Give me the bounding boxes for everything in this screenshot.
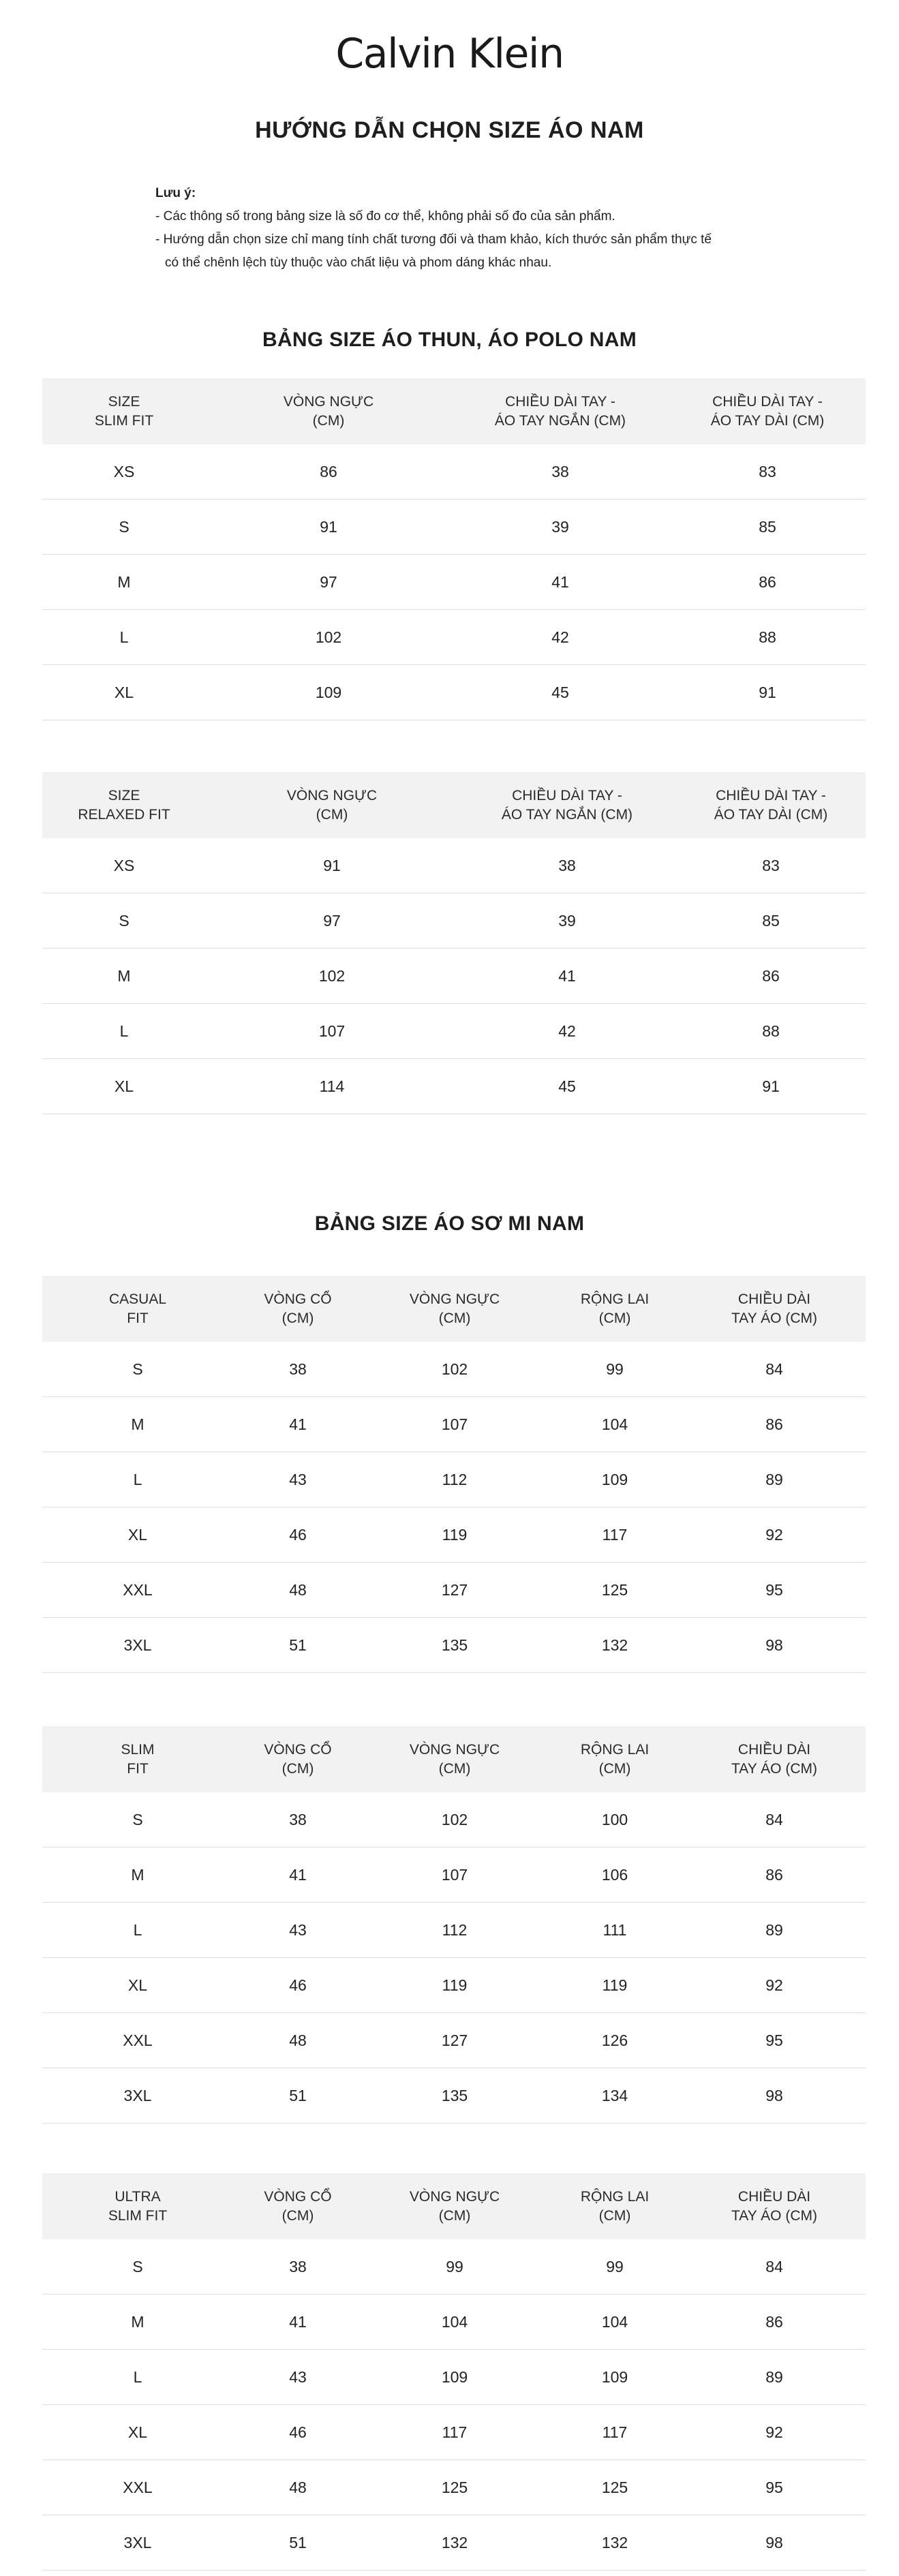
brand-logo[interactable]: Calvin Klein <box>335 30 564 78</box>
measurement-cell: 43 <box>233 1903 363 1958</box>
measurement-cell: 83 <box>676 838 866 893</box>
table-row <box>42 2405 866 2460</box>
section-title-shirt: BẢNG SIZE ÁO SƠ MI NAM <box>314 1212 585 1235</box>
measurement-cell: 126 <box>547 2013 683 2068</box>
table-row <box>42 2515 866 2571</box>
column-header: VÒNG NGỰC (CM) <box>286 787 378 823</box>
size-label-cell: XL <box>42 665 206 720</box>
table-row <box>42 610 866 665</box>
measurement-cell: 41 <box>233 1847 363 1903</box>
measurement-cell: 41 <box>451 555 669 610</box>
table-row <box>42 2350 866 2405</box>
measurement-cell: 102 <box>363 1342 547 1397</box>
measurement-cell: 99 <box>547 2239 683 2295</box>
measurement-cell: 48 <box>233 1563 363 1618</box>
measurement-cell: 42 <box>451 610 669 665</box>
size-label-cell: 3XL <box>42 2515 233 2571</box>
table-row <box>42 2295 866 2350</box>
measurement-cell: 41 <box>458 949 676 1004</box>
measurement-cell: 48 <box>233 2013 363 2068</box>
measurement-cell: 98 <box>683 2515 866 2571</box>
measurement-cell: 97 <box>206 893 458 949</box>
table-row <box>42 2460 866 2515</box>
measurement-cell: 38 <box>451 444 669 500</box>
column-header: VÒNG NGỰC (CM) <box>409 1741 500 1777</box>
measurement-cell: 104 <box>547 2295 683 2350</box>
size-label-cell: M <box>42 1847 233 1903</box>
table-row <box>42 1507 866 1563</box>
measurement-cell: 45 <box>458 1059 676 1114</box>
column-header: CHIỀU DÀI TAY ÁO (CM) <box>731 2188 817 2224</box>
table-row <box>42 1792 866 1847</box>
measurement-cell: 135 <box>363 1618 547 1673</box>
size-label-cell: XL <box>42 1958 233 2013</box>
measurement-cell: 92 <box>683 2405 866 2460</box>
measurement-cell: 125 <box>547 1563 683 1618</box>
table-header-row <box>42 772 866 838</box>
section-title-tshirt: BẢNG SIZE ÁO THUN, ÁO POLO NAM <box>262 328 637 351</box>
measurement-cell: 98 <box>683 1618 866 1673</box>
measurement-cell: 117 <box>547 1507 683 1563</box>
measurement-cell: 117 <box>363 2405 547 2460</box>
table-row <box>42 1342 866 1397</box>
measurement-cell: 109 <box>206 665 451 720</box>
column-header: RỘNG LAI (CM) <box>580 2188 650 2224</box>
size-label-cell: S <box>42 1792 233 1847</box>
measurement-cell: 85 <box>676 893 866 949</box>
size-label-cell: S <box>42 500 206 555</box>
measurement-cell: 107 <box>363 1847 547 1903</box>
table-row <box>42 1059 866 1114</box>
measurement-cell: 45 <box>451 665 669 720</box>
size-label-cell: M <box>42 1397 233 1452</box>
measurement-cell: 89 <box>683 1452 866 1507</box>
measurement-cell: 119 <box>363 1958 547 2013</box>
column-header: CHIỀU DÀI TAY ÁO (CM) <box>731 1291 817 1326</box>
table-row <box>42 555 866 610</box>
measurement-cell: 109 <box>363 2350 547 2405</box>
table-row <box>42 1903 866 1958</box>
measurement-cell: 88 <box>676 1004 866 1059</box>
measurement-cell: 38 <box>458 838 676 893</box>
column-header: CHIỀU DÀI TAY - ÁO TAY DÀI (CM) <box>714 787 828 823</box>
measurement-cell: 114 <box>206 1059 458 1114</box>
size-label-cell: L <box>42 610 206 665</box>
measurement-cell: 97 <box>206 555 451 610</box>
table-row <box>42 2013 866 2068</box>
column-header: VÒNG NGỰC (CM) <box>409 1291 500 1326</box>
notes-line: - Các thông số trong bảng size là số đo cơ thể, không phải số đo của sản phẩm. <box>155 209 615 224</box>
measurement-cell: 39 <box>451 500 669 555</box>
measurement-cell: 104 <box>363 2295 547 2350</box>
table-row <box>42 500 866 555</box>
column-header: CHIỀU DÀI TAY - ÁO TAY NGẮN (CM) <box>494 393 626 429</box>
size-table-shirt-casual <box>42 1276 866 1673</box>
measurement-cell: 48 <box>233 2460 363 2515</box>
notes-title: Lưu ý: <box>155 186 196 200</box>
size-label-cell: M <box>42 949 206 1004</box>
measurement-cell: 86 <box>683 1847 866 1903</box>
table-row <box>42 1618 866 1673</box>
measurement-cell: 98 <box>683 2068 866 2123</box>
measurement-cell: 83 <box>669 444 866 500</box>
measurement-cell: 51 <box>233 1618 363 1673</box>
size-label-cell: L <box>42 2350 233 2405</box>
measurement-cell: 119 <box>547 1958 683 2013</box>
measurement-cell: 102 <box>206 949 458 1004</box>
size-label-cell: XS <box>42 444 206 500</box>
measurement-cell: 86 <box>206 444 451 500</box>
measurement-cell: 41 <box>233 2295 363 2350</box>
measurement-cell: 91 <box>206 500 451 555</box>
table-row <box>42 2239 866 2295</box>
measurement-cell: 46 <box>233 1958 363 2013</box>
table-header-row <box>42 2173 866 2239</box>
measurement-cell: 43 <box>233 2350 363 2405</box>
measurement-cell: 100 <box>547 1792 683 1847</box>
measurement-cell: 91 <box>676 1059 866 1114</box>
measurement-cell: 109 <box>547 1452 683 1507</box>
measurement-cell: 41 <box>233 1397 363 1452</box>
size-table-shirt-ultra-slim <box>42 2173 866 2571</box>
measurement-cell: 117 <box>547 2405 683 2460</box>
size-label-cell: L <box>42 1452 233 1507</box>
notes-block <box>155 182 810 275</box>
column-header: RỘNG LAI (CM) <box>580 1291 650 1326</box>
column-header: CHIỀU DÀI TAY - ÁO TAY DÀI (CM) <box>710 393 825 429</box>
measurement-cell: 86 <box>683 2295 866 2350</box>
measurement-cell: 95 <box>683 1563 866 1618</box>
size-label-cell: M <box>42 2295 233 2350</box>
table-row <box>42 838 866 893</box>
measurement-cell: 102 <box>206 610 451 665</box>
measurement-cell: 92 <box>683 1958 866 2013</box>
measurement-cell: 38 <box>233 1342 363 1397</box>
column-header: ULTRA SLIM FIT <box>108 2188 168 2224</box>
size-label-cell: XL <box>42 2405 233 2460</box>
measurement-cell: 95 <box>683 2013 866 2068</box>
column-header: VÒNG CỔ (CM) <box>264 1741 332 1777</box>
measurement-cell: 127 <box>363 2013 547 2068</box>
table-row <box>42 1452 866 1507</box>
table-row <box>42 1397 866 1452</box>
measurement-cell: 106 <box>547 1847 683 1903</box>
measurement-cell: 84 <box>683 2239 866 2295</box>
measurement-cell: 92 <box>683 1507 866 1563</box>
measurement-cell: 112 <box>363 1452 547 1507</box>
measurement-cell: 127 <box>363 1563 547 1618</box>
measurement-cell: 134 <box>547 2068 683 2123</box>
table-row <box>42 893 866 949</box>
size-label-cell: S <box>42 2239 233 2295</box>
table-row <box>42 444 866 500</box>
table-row <box>42 1004 866 1059</box>
measurement-cell: 38 <box>233 1792 363 1847</box>
measurement-cell: 125 <box>547 2460 683 2515</box>
table-row <box>42 665 866 720</box>
size-label-cell: XXL <box>42 2013 233 2068</box>
table-header-row <box>42 378 866 444</box>
measurement-cell: 132 <box>547 2515 683 2571</box>
column-header: VÒNG CỔ (CM) <box>264 1291 332 1326</box>
size-label-cell: 3XL <box>42 2068 233 2123</box>
page-title: HƯỚNG DẪN CHỌN SIZE ÁO NAM <box>255 117 644 143</box>
size-label-cell: L <box>42 1004 206 1059</box>
measurement-cell: 86 <box>676 949 866 1004</box>
size-table-tee-relaxed <box>42 772 866 1114</box>
column-header: CHIỀU DÀI TAY ÁO (CM) <box>731 1741 817 1777</box>
measurement-cell: 86 <box>669 555 866 610</box>
size-table-tee-slim <box>42 378 866 720</box>
column-header: VÒNG NGỰC (CM) <box>409 2188 500 2224</box>
measurement-cell: 88 <box>669 610 866 665</box>
table-row <box>42 949 866 1004</box>
size-label-cell: 3XL <box>42 1618 233 1673</box>
table-header-row <box>42 1276 866 1342</box>
column-header: SLIM FIT <box>121 1741 155 1777</box>
measurement-cell: 42 <box>458 1004 676 1059</box>
measurement-cell: 107 <box>206 1004 458 1059</box>
measurement-cell: 102 <box>363 1792 547 1847</box>
measurement-cell: 84 <box>683 1792 866 1847</box>
measurement-cell: 39 <box>458 893 676 949</box>
size-label-cell: XL <box>42 1507 233 1563</box>
size-label-cell: XS <box>42 838 206 893</box>
size-label-cell: M <box>42 555 206 610</box>
column-header: SIZE RELAXED FIT <box>78 787 170 823</box>
measurement-cell: 125 <box>363 2460 547 2515</box>
measurement-cell: 112 <box>363 1903 547 1958</box>
size-label-cell: L <box>42 1903 233 1958</box>
measurement-cell: 132 <box>547 1618 683 1673</box>
measurement-cell: 111 <box>547 1903 683 1958</box>
measurement-cell: 99 <box>363 2239 547 2295</box>
size-label-cell: S <box>42 1342 233 1397</box>
measurement-cell: 84 <box>683 1342 866 1397</box>
measurement-cell: 38 <box>233 2239 363 2295</box>
size-label-cell: S <box>42 893 206 949</box>
table-row <box>42 1563 866 1618</box>
column-header: CASUAL FIT <box>108 1291 167 1326</box>
measurement-cell: 109 <box>547 2350 683 2405</box>
column-header: SIZE SLIM FIT <box>94 393 154 429</box>
column-header: RỘNG LAI (CM) <box>580 1741 650 1777</box>
column-header: CHIỀU DÀI TAY - ÁO TAY NGẮN (CM) <box>501 787 633 823</box>
measurement-cell: 43 <box>233 1452 363 1507</box>
measurement-cell: 51 <box>233 2515 363 2571</box>
measurement-cell: 46 <box>233 2405 363 2460</box>
measurement-cell: 104 <box>547 1397 683 1452</box>
notes-line: có thể chênh lệch tùy thuộc vào chất liệu và phom dáng khác nhau. <box>165 256 552 270</box>
table-row <box>42 2068 866 2123</box>
measurement-cell: 89 <box>683 2350 866 2405</box>
size-label-cell: XXL <box>42 2460 233 2515</box>
measurement-cell: 91 <box>669 665 866 720</box>
measurement-cell: 135 <box>363 2068 547 2123</box>
column-header: VÒNG CỔ (CM) <box>264 2188 332 2224</box>
measurement-cell: 89 <box>683 1903 866 1958</box>
measurement-cell: 91 <box>206 838 458 893</box>
measurement-cell: 99 <box>547 1342 683 1397</box>
measurement-cell: 95 <box>683 2460 866 2515</box>
column-header: VÒNG NGỰC (CM) <box>283 393 374 429</box>
measurement-cell: 85 <box>669 500 866 555</box>
measurement-cell: 119 <box>363 1507 547 1563</box>
notes-line: - Hướng dẫn chọn size chỉ mang tính chất tương đối và tham khảo, kích thước sản phẩm thực tế <box>155 232 712 247</box>
measurement-cell: 51 <box>233 2068 363 2123</box>
measurement-cell: 46 <box>233 1507 363 1563</box>
table-header-row <box>42 1726 866 1792</box>
table-row <box>42 1958 866 2013</box>
size-label-cell: XXL <box>42 1563 233 1618</box>
table-row <box>42 1847 866 1903</box>
measurement-cell: 107 <box>363 1397 547 1452</box>
size-table-shirt-slim <box>42 1726 866 2123</box>
size-label-cell: XL <box>42 1059 206 1114</box>
measurement-cell: 132 <box>363 2515 547 2571</box>
measurement-cell: 86 <box>683 1397 866 1452</box>
